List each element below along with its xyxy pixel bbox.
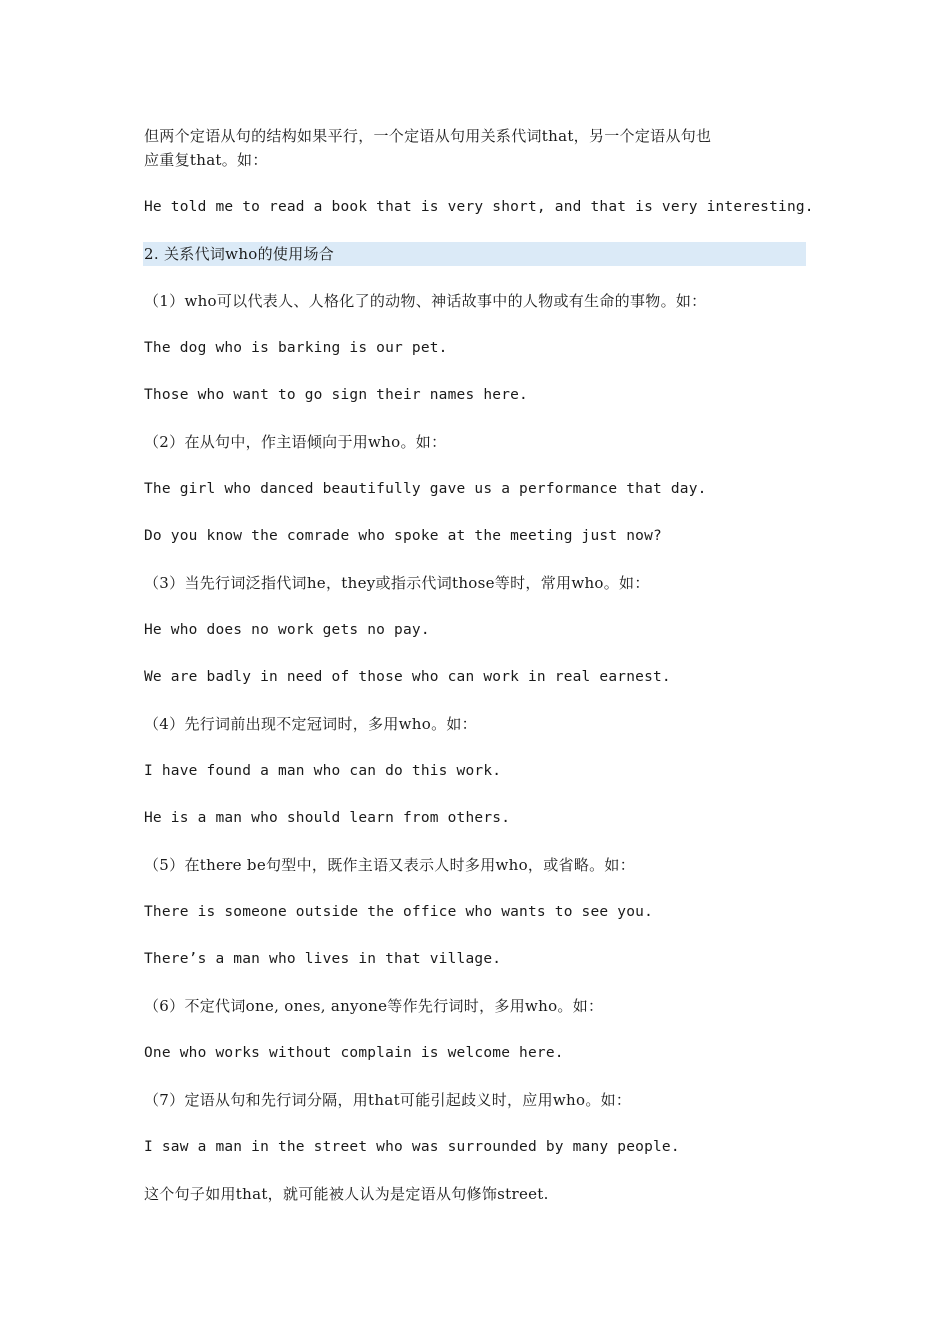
example-sentence: He told me to read a book that is very short, and that is very interesting. xyxy=(144,199,814,215)
example-sentence: One who works without complain is welcome here. xyxy=(144,1045,564,1061)
intro-paragraph xyxy=(144,124,808,172)
rule-3: （3）当先行词泛指代词he，they或指示代词those等时，常用who。如： xyxy=(144,574,650,592)
example-sentence: He who does no work gets no pay. xyxy=(144,622,430,638)
example-sentence: The dog who is barking is our pet. xyxy=(144,340,448,356)
rule-2: （2）在从句中，作主语倾向于用who。如： xyxy=(144,433,447,451)
rule-6: （6）不定代词one, ones, anyone等作先行词时，多用who。如： xyxy=(144,997,604,1015)
example-sentence: I have found a man who can do this work. xyxy=(144,763,502,779)
rule-7: （7）定语从句和先行词分隔，用that可能引起歧义时，应用who。如： xyxy=(144,1091,632,1109)
intro-line-2: 应重复that。如： xyxy=(144,151,268,169)
example-sentence: The girl who danced beautifully gave us a performance that day. xyxy=(144,481,707,497)
rule-5: （5）在there be句型中，既作主语又表示人时多用who，或省略。如： xyxy=(144,856,636,874)
example-sentence: Do you know the comrade who spoke at the meeting just now? xyxy=(144,528,662,544)
rule-1: （1）who可以代表人、人格化了的动物、神话故事中的人物或有生命的事物。如： xyxy=(144,292,707,310)
document-body xyxy=(144,124,814,1229)
example-sentence: Those who want to go sign their names here. xyxy=(144,387,528,403)
example-sentence: He is a man who should learn from others. xyxy=(144,810,511,826)
example-sentence: There’s a man who lives in that village. xyxy=(144,951,502,967)
rule-7-note: 这个句子如用that，就可能被人认为是定语从句修饰street. xyxy=(144,1185,549,1203)
section-heading: 2. 关系代词who的使用场合 xyxy=(143,242,806,266)
rule-4: （4）先行词前出现不定冠词时，多用who。如： xyxy=(144,715,477,733)
example-sentence: There is someone outside the office who wants to see you. xyxy=(144,904,653,920)
example-sentence: We are badly in need of those who can work in real earnest. xyxy=(144,669,671,685)
example-sentence: I saw a man in the street who was surrounded by many people. xyxy=(144,1139,680,1155)
intro-line-1: 但两个定语从句的结构如果平行，一个定语从句用关系代词that，另一个定语从句也 xyxy=(144,127,712,145)
